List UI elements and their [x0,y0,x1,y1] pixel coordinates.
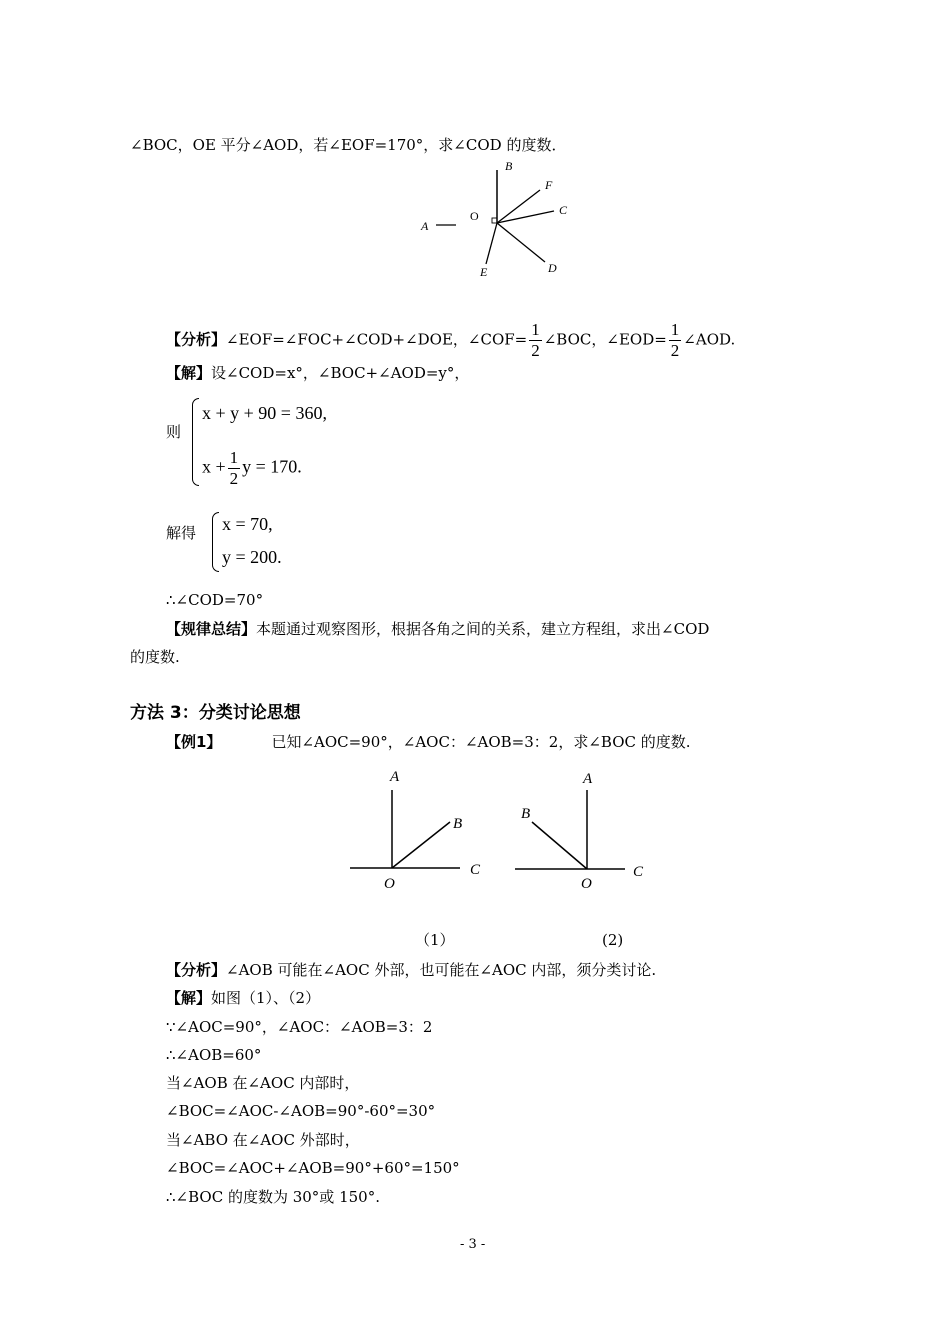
solution-text-2: 如图（1）、（2） [211,989,321,1007]
method-heading: 方法 3：分类讨论思想 [130,703,301,723]
system-prefix-2: 解得 [166,524,197,542]
analysis-text-c: ∠AOD. [683,330,736,349]
label-c: C [559,203,568,217]
fig2-label-o: O [581,876,592,892]
example-text: 已知∠AOC=90°，∠AOC：∠AOB=3：2，求∠BOC 的度数. [271,733,691,751]
label-d: D [548,261,557,275]
summary-tag: 【规律总结】 [166,620,257,638]
step-line: 当∠AOB 在∠AOC 内部时， [166,1074,360,1092]
fig2-label-c: C [633,864,644,880]
fig1-label-c: C [470,862,481,878]
step-line: 当∠ABO 在∠AOC 外部时， [166,1131,360,1149]
result-1: ∴∠COD=70° [166,591,264,609]
example-tag: 【例1】 [166,733,222,751]
step-line: ∠BOC=∠AOC+∠AOB=90°+60°=150° [166,1159,460,1177]
fig2-label-b: B [521,806,531,822]
analysis-line-2 [166,960,656,980]
step-line: ∴∠AOB=60° [166,1046,262,1064]
equation-4: y = 200. [222,547,282,567]
equation-1: x + y + 90 = 360, [202,403,327,423]
step-line: ∵∠AOC=90°，∠AOC：∠AOB=3：2 [166,1018,433,1036]
page-number: - 3 - [460,1237,486,1252]
fig1-label-a: A [390,769,400,785]
label-e: E [480,265,488,279]
label-b: B [505,159,513,173]
analysis-text-b: ∠BOC，∠EOD= [543,330,667,349]
fig1-label-o: O [384,876,395,892]
solution-tag: 【解】 [166,364,212,382]
system-prefix-1: 则 [166,423,182,441]
caption-1: （1） [415,931,455,949]
solution-line-2 [166,988,320,1008]
fraction-half-3: $\frac{1}{2}$ [229,448,239,488]
label-a: A [421,219,429,233]
equation-2: x + $\frac{1}{2}$ y = 170. [202,448,302,488]
fig1-label-b: B [453,816,463,832]
analysis-text-2: ∠AOB 可能在∠AOC 外部，也可能在∠AOC 内部，须分类讨论. [226,961,657,979]
problem-text: ∠BOC，OE 平分∠AOD，若∠EOF=170°，求∠COD 的度数． [130,136,567,154]
label-o: O [470,209,479,223]
fraction-half-2: $\frac{1}{2}$ [670,320,680,360]
step-line: ∴∠BOC 的度数为 30°或 150°. [166,1188,380,1206]
solution-text: 设∠COD=x°，∠BOC+∠AOD=y°， [211,364,470,382]
summary-text-2: 的度数. [130,648,180,666]
analysis-text-a: ∠EOF=∠FOC+∠COD+∠DOE，∠COF= [226,330,528,349]
summary-text-1: 本题通过观察图形，根据各角之间的关系，建立方程组，求出∠COD [256,620,710,638]
label-f: F [545,178,553,192]
step-line: ∠BOC=∠AOC-∠AOB=90°-60°=30° [166,1102,436,1120]
caption-2: (2) [602,931,624,949]
analysis-tag-2: 【分析】 [166,961,227,979]
equation-3: x = 70, [222,514,273,534]
fraction-half-1: $\frac{1}{2}$ [531,320,540,360]
solution-tag-2: 【解】 [166,989,212,1007]
fig2-label-a: A [583,771,593,787]
analysis-tag: 【分析】 [166,330,227,349]
